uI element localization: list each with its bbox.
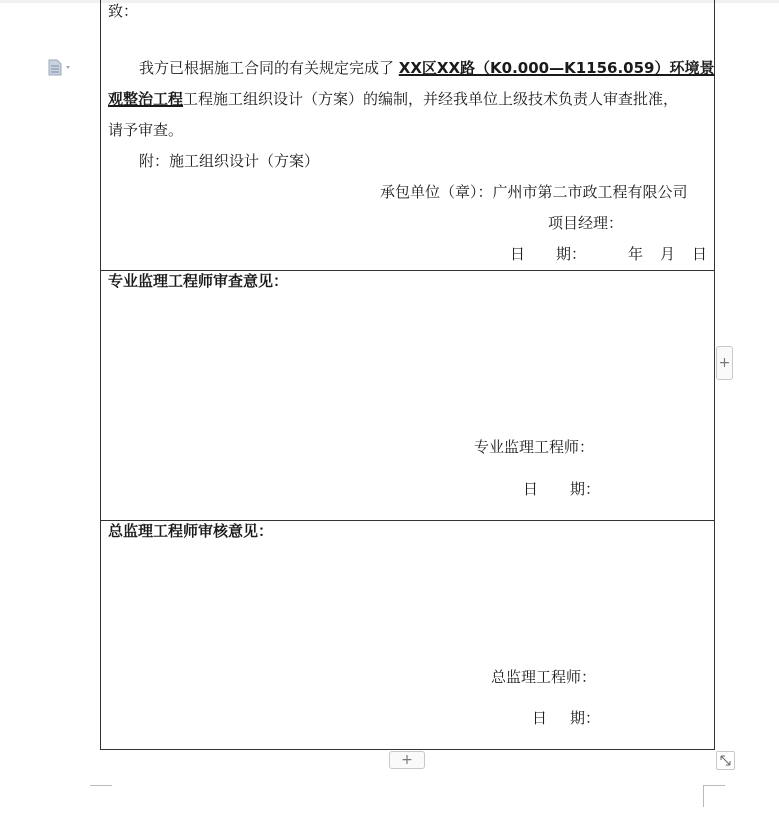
body-paragraph-line1 xyxy=(139,59,715,77)
supervisor-engineer-label: 专业监理工程师： xyxy=(474,438,595,456)
table-divider xyxy=(100,520,715,521)
body-paragraph-line3: 请予审查。 xyxy=(108,121,184,139)
date-label-1: 日 xyxy=(510,245,526,263)
date-label-2: 期： xyxy=(556,245,587,263)
body-rest: 工程施工组织设计（方案）的编制，并经我单位上级技术负责人审查批准， xyxy=(183,90,679,108)
contractor-line: 承包单位（章）：广州市第二市政工程有限公司 xyxy=(380,183,688,201)
date-day: 日 xyxy=(692,245,708,263)
addressee-line: 致： xyxy=(108,2,139,20)
table-divider xyxy=(100,270,715,271)
project-name-part1: XX区XX路（K0.000—K1156.059）环境景 xyxy=(398,59,715,77)
chief-date-label-2: 期： xyxy=(570,709,601,727)
date-month: 月 xyxy=(660,245,676,263)
document-icon[interactable] xyxy=(46,58,72,76)
add-row-button[interactable]: + xyxy=(716,346,733,380)
project-manager-label: 项目经理： xyxy=(548,214,624,232)
attachment-line: 附：施工组织设计（方案） xyxy=(139,152,320,170)
chief-engineer-label: 总监理工程师： xyxy=(491,668,597,686)
supervisor-date-label-2: 期： xyxy=(570,480,601,498)
crop-mark-left xyxy=(90,785,112,807)
resize-icon[interactable] xyxy=(716,751,735,770)
project-name-part2: 观整治工程 xyxy=(108,90,184,108)
form-table xyxy=(100,0,715,750)
body-lead: 我方已根据施工合同的有关规定完成了 xyxy=(139,59,399,77)
chief-date-label-1: 日 xyxy=(532,709,548,727)
date-year: 年 xyxy=(628,245,644,263)
crop-mark-right xyxy=(703,785,725,807)
body-paragraph-line2 xyxy=(108,90,678,108)
supervisor-date-label-1: 日 xyxy=(523,480,539,498)
supervisor-review-heading: 专业监理工程师审查意见： xyxy=(108,272,289,290)
chief-review-heading: 总监理工程师审核意见： xyxy=(108,522,274,540)
add-column-button[interactable]: + xyxy=(389,751,425,769)
